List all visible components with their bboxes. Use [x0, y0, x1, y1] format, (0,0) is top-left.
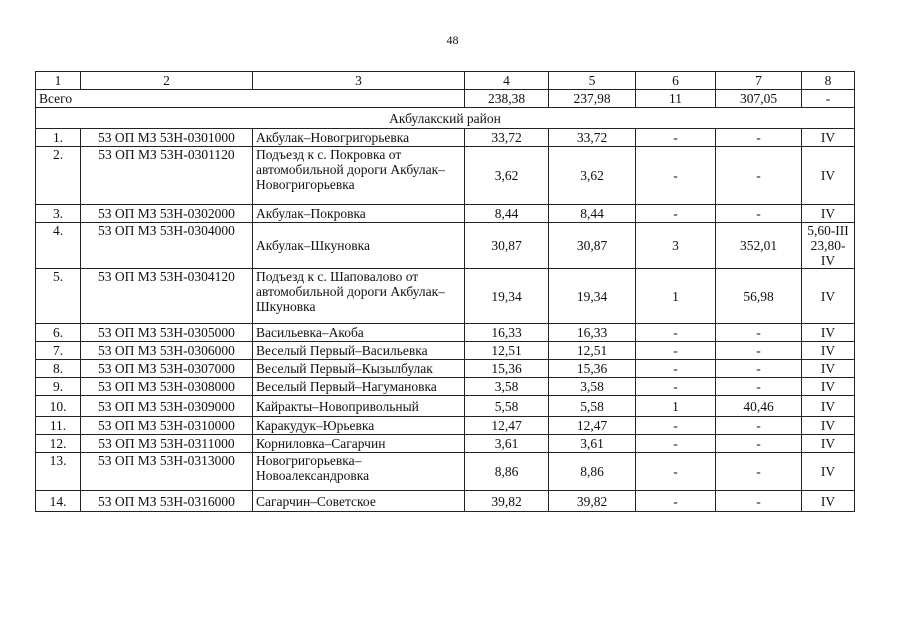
road-code: 53 ОП МЗ 53Н-0310000 [81, 417, 253, 435]
road-name: Сагарчин–Советское [253, 491, 465, 512]
cell-8: IV [802, 269, 855, 324]
cell-8: IV [802, 360, 855, 378]
cell-8: IV [802, 396, 855, 417]
road-code: 53 ОП МЗ 53Н-0302000 [81, 205, 253, 223]
cell-7: - [716, 491, 802, 512]
column-number: 1 [36, 72, 81, 90]
total-cell: 237,98 [549, 90, 636, 108]
cell-4: 3,61 [465, 435, 549, 453]
row-number: 7. [36, 342, 81, 360]
road-name: Веселый Первый–Кызылбулак [253, 360, 465, 378]
cell-4: 12,51 [465, 342, 549, 360]
column-number: 8 [802, 72, 855, 90]
cell-8: IV [802, 435, 855, 453]
row-number: 6. [36, 324, 81, 342]
road-name: Акбулак–Покровка [253, 205, 465, 223]
cell-5: 3,62 [549, 147, 636, 205]
column-number: 5 [549, 72, 636, 90]
cell-5: 39,82 [549, 491, 636, 512]
cell-7: - [716, 435, 802, 453]
road-name: Корниловка–Сагарчин [253, 435, 465, 453]
road-code: 53 ОП МЗ 53Н-0308000 [81, 378, 253, 396]
column-number: 3 [253, 72, 465, 90]
road-name: Кайракты–Новопривольный [253, 396, 465, 417]
category-line: 5,60-III [807, 223, 849, 238]
cell-5: 12,51 [549, 342, 636, 360]
cell-7: - [716, 453, 802, 491]
row-number: 11. [36, 417, 81, 435]
total-cell: 307,05 [716, 90, 802, 108]
cell-8: IV [802, 205, 855, 223]
cell-6: 3 [636, 223, 716, 269]
road-name: Новогригорьевка–Новоалександровка [253, 453, 465, 491]
cell-5: 5,58 [549, 396, 636, 417]
cell-7: 40,46 [716, 396, 802, 417]
cell-7: - [716, 205, 802, 223]
cell-7: - [716, 360, 802, 378]
road-name: Васильевка–Акоба [253, 324, 465, 342]
cell-8: IV [802, 491, 855, 512]
table-row [36, 417, 855, 435]
page-number: 48 [446, 33, 459, 47]
road-code: 53 ОП МЗ 53Н-0306000 [81, 342, 253, 360]
cell-4: 39,82 [465, 491, 549, 512]
cell-6: - [636, 491, 716, 512]
cell-7: - [716, 129, 802, 147]
cell-7: - [716, 417, 802, 435]
row-number: 13. [36, 453, 81, 491]
cell-6: - [636, 324, 716, 342]
column-number: 2 [81, 72, 253, 90]
cell-7: 352,01 [716, 223, 802, 269]
cell-8: IV [802, 378, 855, 396]
row-number: 9. [36, 378, 81, 396]
cell-6: - [636, 417, 716, 435]
district-name: Акбулакский район [36, 108, 855, 129]
cell-5: 15,36 [549, 360, 636, 378]
row-number: 12. [36, 435, 81, 453]
road-code: 53 ОП МЗ 53Н-0301000 [81, 129, 253, 147]
roads-table [35, 71, 855, 512]
road-name: Акбулак–Новогригорьевка [253, 129, 465, 147]
cell-5: 33,72 [549, 129, 636, 147]
cell-5: 16,33 [549, 324, 636, 342]
total-row [36, 90, 855, 108]
road-code: 53 ОП МЗ 53Н-0304000 [81, 223, 253, 269]
cell-6: 1 [636, 269, 716, 324]
road-name: Веселый Первый–Нагумановка [253, 378, 465, 396]
cell-6: - [636, 435, 716, 453]
cell-5: 3,58 [549, 378, 636, 396]
table-row [36, 342, 855, 360]
column-number: 7 [716, 72, 802, 90]
cell-6: - [636, 129, 716, 147]
row-number: 10. [36, 396, 81, 417]
table-row [36, 223, 855, 269]
total-label: Всего [36, 90, 465, 108]
column-number: 6 [636, 72, 716, 90]
cell-6: - [636, 453, 716, 491]
cell-4: 16,33 [465, 324, 549, 342]
district-row [36, 108, 855, 129]
cell-6: - [636, 360, 716, 378]
table-row [36, 324, 855, 342]
cell-6: 1 [636, 396, 716, 417]
row-number: 5. [36, 269, 81, 324]
cell-4: 3,62 [465, 147, 549, 205]
road-name: Веселый Первый–Васильевка [253, 342, 465, 360]
table-row [36, 396, 855, 417]
total-cell: 238,38 [465, 90, 549, 108]
cell-4: 15,36 [465, 360, 549, 378]
row-number: 14. [36, 491, 81, 512]
road-code: 53 ОП МЗ 53Н-0305000 [81, 324, 253, 342]
cell-8: IV [802, 129, 855, 147]
table-row [36, 147, 855, 205]
row-number: 2. [36, 147, 81, 205]
table-row [36, 269, 855, 324]
cell-5: 3,61 [549, 435, 636, 453]
table-row [36, 491, 855, 512]
cell-5: 12,47 [549, 417, 636, 435]
table-row [36, 205, 855, 223]
road-name: Акбулак–Шкуновка [253, 223, 465, 269]
cell-4: 8,86 [465, 453, 549, 491]
road-code: 53 ОП МЗ 53Н-0301120 [81, 147, 253, 205]
row-number: 3. [36, 205, 81, 223]
road-name: Подъезд к с. Шаповалово от автомобильной дороги Акбулак–Шкуновка [253, 269, 465, 324]
cell-8: IV [802, 342, 855, 360]
row-number: 1. [36, 129, 81, 147]
cell-7: - [716, 342, 802, 360]
cell-5: 8,44 [549, 205, 636, 223]
cell-5: 30,87 [549, 223, 636, 269]
cell-4: 8,44 [465, 205, 549, 223]
total-cell: 11 [636, 90, 716, 108]
road-code: 53 ОП МЗ 53Н-0309000 [81, 396, 253, 417]
cell-8: IV [802, 417, 855, 435]
cell-8: IV [802, 324, 855, 342]
table-row [36, 453, 855, 491]
road-code: 53 ОП МЗ 53Н-0304120 [81, 269, 253, 324]
road-code: 53 ОП МЗ 53Н-0316000 [81, 491, 253, 512]
cell-4: 30,87 [465, 223, 549, 269]
column-number-row [36, 72, 855, 90]
road-name: Подъезд к с. Покровка от автомобильной дороги Акбулак–Новогригорьевка [253, 147, 465, 205]
table-row [36, 435, 855, 453]
cell-4: 19,34 [465, 269, 549, 324]
row-number: 8. [36, 360, 81, 378]
cell-6: - [636, 378, 716, 396]
cell-8: IV [802, 147, 855, 205]
cell-5: 8,86 [549, 453, 636, 491]
table-row [36, 129, 855, 147]
cell-7: - [716, 324, 802, 342]
table-row [36, 360, 855, 378]
cell-7: 56,98 [716, 269, 802, 324]
cell-6: - [636, 147, 716, 205]
cell-8 [802, 223, 855, 269]
cell-4: 3,58 [465, 378, 549, 396]
cell-8: IV [802, 453, 855, 491]
total-cell: - [802, 90, 855, 108]
row-number: 4. [36, 223, 81, 269]
cell-6: - [636, 205, 716, 223]
road-code: 53 ОП МЗ 53Н-0311000 [81, 435, 253, 453]
road-code: 53 ОП МЗ 53Н-0313000 [81, 453, 253, 491]
category-line: 23,80-IV [810, 238, 846, 268]
cell-4: 12,47 [465, 417, 549, 435]
cell-4: 33,72 [465, 129, 549, 147]
road-code: 53 ОП МЗ 53Н-0307000 [81, 360, 253, 378]
cell-6: - [636, 342, 716, 360]
table-row [36, 378, 855, 396]
column-number: 4 [465, 72, 549, 90]
road-name: Каракудук–Юрьевка [253, 417, 465, 435]
cell-7: - [716, 147, 802, 205]
cell-4: 5,58 [465, 396, 549, 417]
cell-5: 19,34 [549, 269, 636, 324]
cell-7: - [716, 378, 802, 396]
